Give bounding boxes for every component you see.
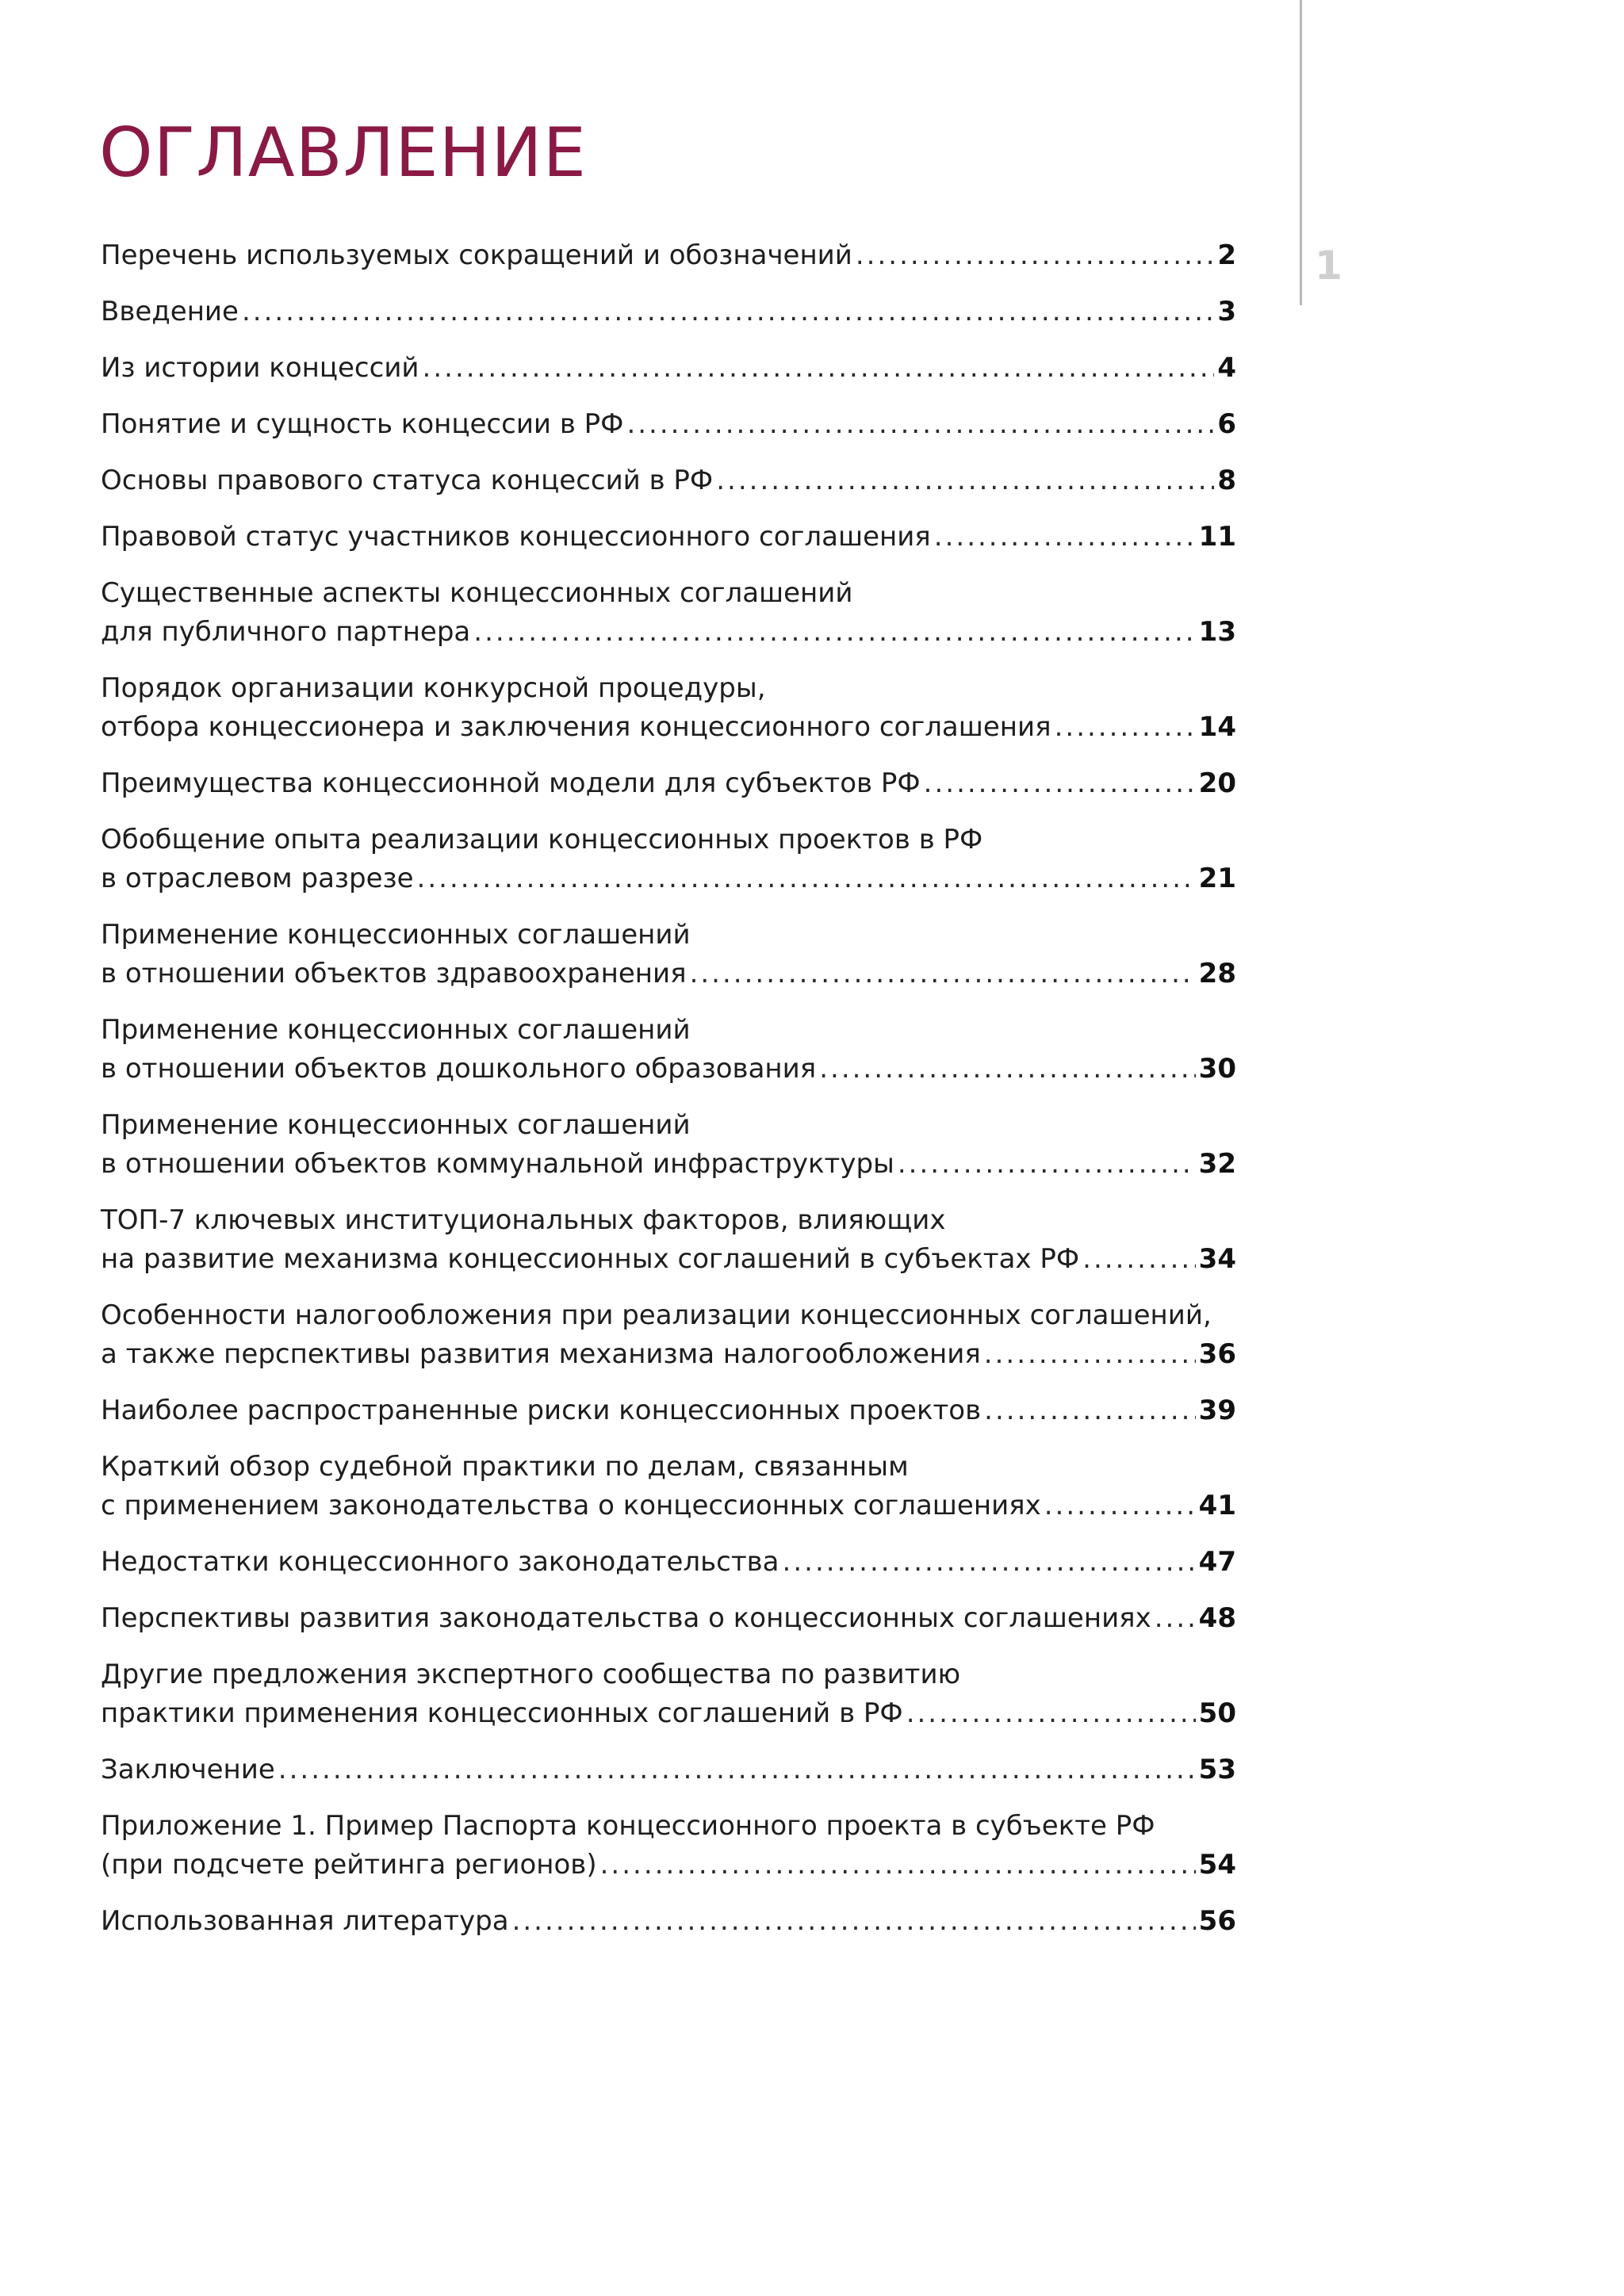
page-number: 1 xyxy=(1315,243,1342,289)
toc-entry-title-line: Использованная литература xyxy=(101,1905,509,1937)
toc-entry-title-line: Понятие и сущность концессии в РФ xyxy=(101,408,624,440)
dot-leader xyxy=(984,1391,1196,1430)
toc-entry[interactable] xyxy=(101,1448,1236,1525)
toc-page-number: 8 xyxy=(1217,465,1236,496)
dot-leader xyxy=(898,1145,1196,1184)
toc-page-number: 48 xyxy=(1198,1602,1236,1634)
toc-page-number: 39 xyxy=(1198,1395,1236,1426)
dot-leader xyxy=(716,461,1214,500)
toc-entry-title-line: Недостатки концессионного законодательства xyxy=(101,1546,779,1578)
toc-page-number: 53 xyxy=(1198,1754,1236,1785)
toc-entry-title-line: Применение концессионных соглашений xyxy=(101,1109,691,1141)
toc-entry-title-line: в отношении объектов здравоохранения xyxy=(101,958,687,989)
toc-entry-title-line: в отношении объектов коммунальной инфраструктуры xyxy=(101,1148,894,1180)
toc-page-number: 32 xyxy=(1198,1148,1236,1180)
toc-entry-row xyxy=(101,1751,1236,1789)
toc-page-number: 4 xyxy=(1217,352,1236,384)
toc-entry[interactable] xyxy=(101,461,1236,500)
toc-entry-row xyxy=(101,1846,1236,1885)
toc-entry[interactable] xyxy=(101,764,1236,803)
dot-leader xyxy=(600,1846,1196,1885)
toc-entry-title-line: Существенные аспекты концессионных соглашений xyxy=(101,577,853,609)
toc-entry-title-line: Введение xyxy=(101,296,239,327)
toc-entry-title-line: Из истории концессий xyxy=(101,352,419,384)
toc-page-number: 30 xyxy=(1198,1053,1236,1085)
dot-leader xyxy=(906,1694,1196,1733)
page-title: ОГЛАВЛЕНИЕ xyxy=(99,113,587,193)
dot-leader xyxy=(417,859,1196,898)
toc-page-number: 54 xyxy=(1198,1849,1236,1881)
toc-entry[interactable] xyxy=(101,1201,1236,1279)
toc-entry-title-line: отбора концессионера и заключения концессионного соглашения xyxy=(101,711,1051,743)
toc-entry-title-line: в отношении объектов дошкольного образования xyxy=(101,1053,817,1085)
dot-leader xyxy=(278,1751,1196,1789)
dot-leader xyxy=(1082,1240,1196,1279)
toc-entry-title-line: Преимущества концессионной модели для субъектов РФ xyxy=(101,767,921,799)
dot-leader xyxy=(819,1050,1195,1089)
toc-entry-row xyxy=(101,1694,1236,1733)
toc-entry-row xyxy=(101,613,1236,652)
dot-leader xyxy=(242,293,1214,331)
toc-entry-title-line: Правовой статус участников концессионного соглашения xyxy=(101,521,931,553)
toc-page-number: 47 xyxy=(1198,1546,1236,1578)
toc-entry[interactable] xyxy=(101,236,1236,275)
toc-entry-title-line: Обобщение опыта реализации концессионных проектов в РФ xyxy=(101,824,983,855)
dot-leader xyxy=(423,349,1215,388)
toc-entry[interactable] xyxy=(101,518,1236,557)
toc-entry-row xyxy=(101,1145,1236,1184)
toc-entry-title-line: Заключение xyxy=(101,1754,275,1785)
toc-entry-title-line: на развитие механизма концессионных соглашений в субъектах РФ xyxy=(101,1243,1080,1275)
toc-page-number: 41 xyxy=(1198,1490,1236,1521)
toc-entry[interactable] xyxy=(101,293,1236,331)
toc-entry-row xyxy=(101,1391,1236,1430)
toc-entry-title-line: Порядок организации конкурсной процедуры, xyxy=(101,672,766,704)
toc-entry-title-line: Основы правового статуса концессий в РФ xyxy=(101,465,714,496)
toc-entry[interactable] xyxy=(101,1655,1236,1733)
toc-entry-row xyxy=(101,1902,1236,1941)
toc-entry[interactable] xyxy=(101,1599,1236,1638)
toc-page-number: 21 xyxy=(1198,863,1236,894)
toc-entry-title-line: а также перспективы развития механизма налогообложения xyxy=(101,1338,981,1370)
toc-entry[interactable] xyxy=(101,669,1236,747)
toc-entry[interactable] xyxy=(101,821,1236,898)
toc-entry-title-line: (при подсчете рейтинга регионов) xyxy=(101,1849,597,1881)
dot-leader xyxy=(924,764,1196,803)
toc-entry-title-line: Краткий обзор судебной практики по делам, связанным xyxy=(101,1451,909,1483)
toc-entry-row xyxy=(101,1335,1236,1374)
toc-page-number: 14 xyxy=(1198,711,1236,743)
toc-page-number: 3 xyxy=(1217,296,1236,327)
toc-page-number: 13 xyxy=(1198,616,1236,648)
toc-page-number: 28 xyxy=(1198,958,1236,989)
toc-page-number: 11 xyxy=(1198,521,1236,553)
toc-entry-row xyxy=(101,1599,1236,1638)
toc-entry-row xyxy=(101,293,1236,331)
toc-entry[interactable] xyxy=(101,349,1236,388)
toc-page-number: 20 xyxy=(1198,767,1236,799)
toc-page-number: 56 xyxy=(1198,1905,1236,1937)
toc-entry[interactable] xyxy=(101,1807,1236,1885)
toc-entry-title-line: Перечень используемых сокращений и обозначений xyxy=(101,239,852,271)
toc-entry-title-line: практики применения концессионных соглашений в РФ xyxy=(101,1697,903,1729)
toc-entry[interactable] xyxy=(101,1751,1236,1789)
dot-leader xyxy=(626,405,1214,444)
dot-leader xyxy=(473,613,1195,652)
toc-entry-title-line: в отраслевом разрезе xyxy=(101,863,414,894)
dot-leader xyxy=(934,518,1196,557)
toc-entry-title-line: Приложение 1. Пример Паспорта концессионного проекта в субъекте РФ xyxy=(101,1810,1155,1842)
toc-entry-title-line: ТОП-7 ключевых институциональных факторов, влияющих xyxy=(101,1204,946,1236)
toc-page-number: 2 xyxy=(1217,239,1236,271)
toc-entry-title-line: Применение концессионных соглашений xyxy=(101,919,691,951)
dot-leader xyxy=(783,1543,1196,1582)
toc-entry-row xyxy=(101,1050,1236,1089)
toc-page-number: 34 xyxy=(1198,1243,1236,1275)
toc-entry-row xyxy=(101,1487,1236,1525)
dot-leader xyxy=(690,955,1196,993)
dot-leader xyxy=(1155,1599,1196,1638)
toc-entry-row xyxy=(101,1240,1236,1279)
toc-entry[interactable] xyxy=(101,1011,1236,1089)
toc-entry[interactable] xyxy=(101,405,1236,444)
toc-entry-row xyxy=(101,461,1236,500)
toc-entry[interactable] xyxy=(101,574,1236,652)
toc-entry[interactable] xyxy=(101,1391,1236,1430)
dot-leader xyxy=(1044,1487,1196,1525)
dot-leader xyxy=(984,1335,1196,1374)
toc-entry-title-line: Другие предложения экспертного сообщества по развитию xyxy=(101,1659,961,1690)
toc-entry-title-line: с применением законодательства о концессионных соглашениях xyxy=(101,1490,1041,1521)
toc-entry-row xyxy=(101,518,1236,557)
toc-entry[interactable] xyxy=(101,916,1236,993)
toc-entry-row xyxy=(101,405,1236,444)
dot-leader xyxy=(512,1902,1196,1941)
toc-entry[interactable] xyxy=(101,1543,1236,1582)
toc-entry[interactable] xyxy=(101,1106,1236,1184)
toc-entry-title-line: для публичного партнера xyxy=(101,616,471,648)
toc-entry-row xyxy=(101,859,1236,898)
toc-entry-title-line: Применение концессионных соглашений xyxy=(101,1014,691,1046)
toc-page-number: 36 xyxy=(1198,1338,1236,1370)
toc-entry[interactable] xyxy=(101,1902,1236,1941)
dot-leader xyxy=(856,236,1214,275)
toc-entry-row xyxy=(101,708,1236,747)
margin-rule xyxy=(1300,0,1302,305)
table-of-contents xyxy=(101,236,1236,1958)
toc-entry-title-line: Наиболее распространенные риски концессионных проектов xyxy=(101,1395,982,1426)
toc-entry-row xyxy=(101,1543,1236,1582)
toc-entry-row xyxy=(101,764,1236,803)
toc-entry-row xyxy=(101,955,1236,993)
toc-page-number: 50 xyxy=(1198,1697,1236,1729)
toc-entry-title-line: Перспективы развития законодательства о концессионных соглашениях xyxy=(101,1602,1151,1634)
toc-entry-title-line: Особенности налогообложения при реализации концессионных соглашений, xyxy=(101,1299,1212,1331)
toc-entry-row xyxy=(101,236,1236,275)
toc-entry-row xyxy=(101,349,1236,388)
toc-entry[interactable] xyxy=(101,1296,1236,1374)
toc-page-number: 6 xyxy=(1217,408,1236,440)
dot-leader xyxy=(1055,708,1196,747)
